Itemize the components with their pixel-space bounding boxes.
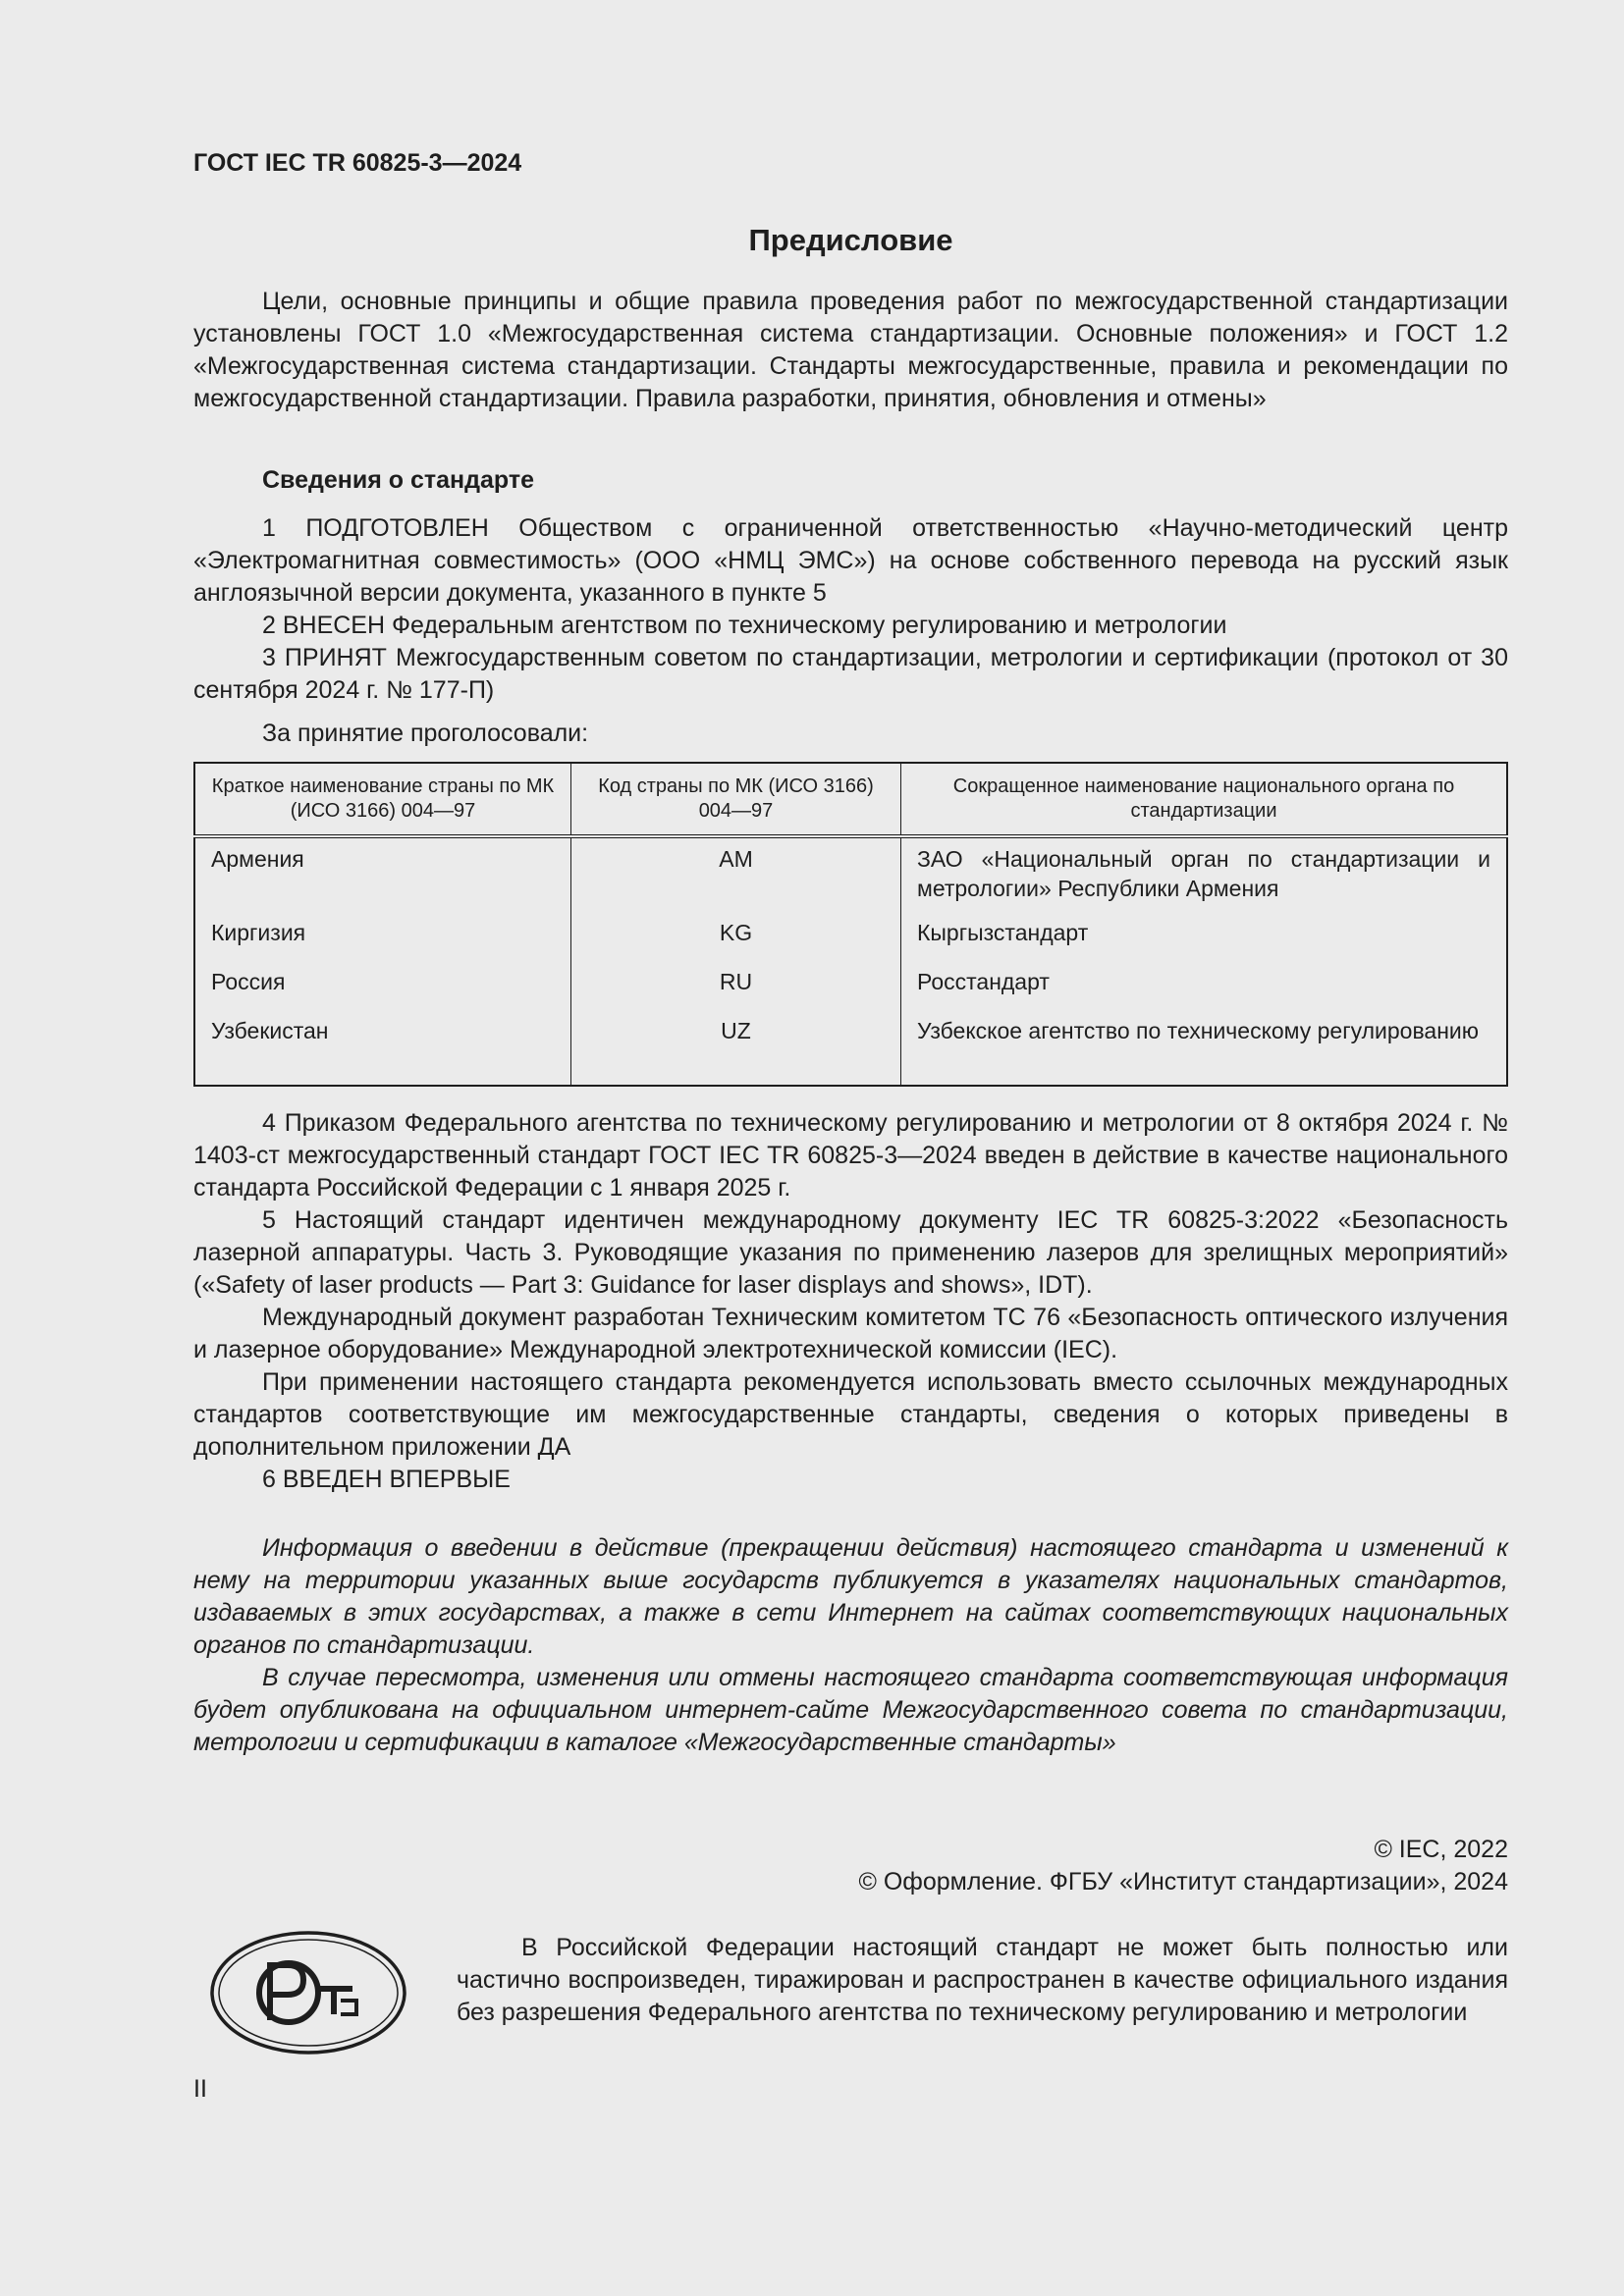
cell-body: Росстандарт — [917, 969, 1050, 994]
voted-label: За принятие проголосовали: — [262, 720, 589, 747]
items-1-3 — [193, 512, 1508, 707]
section-heading: Сведения о стандарте — [262, 466, 535, 494]
item-5: 5 Настоящий стандарт идентичен международному документу IEC TR 60825-3:2022 «Безопасность лазерной аппаратуры. Часть 3. Руководящие указания по применению лазеров для зрелищных мероприятий» («Safety of laser products — Part 3: Guidance for laser displays and shows», IDT). — [193, 1206, 1508, 1299]
cell-body: Узбекское агентство по техническому регулированию — [917, 1018, 1480, 1043]
intro-paragraph: Цели, основные принципы и общие правила проведения работ по межгосударственной стандартизации установлены ГОСТ 1.0 «Межгосударственная система стандартизации. Основные положения» и ГОСТ 1.2 «Межгосударственная система стандартизации. Стандарты межгосударственные, правила и рекомендации по межгосударственной стандартизации. Правила разработки, принятия, обновления и отмены» — [193, 288, 1508, 412]
cell-country: Армения — [194, 836, 571, 918]
voters-table — [193, 762, 1508, 1087]
info-paragraph-2: В случае пересмотра, изменения или отмены настоящего стандарта соответствующая информация будет опубликована на официальном интернет-сайте Межгосударственного совета по стандартизации, метрологии и сертификации в каталоге «Межгосударственные стандарты» — [193, 1664, 1508, 1756]
page-number: II — [193, 2075, 207, 2103]
legal-notice — [457, 1932, 1508, 2029]
copyright-design: © Оформление. ФГБУ «Институт стандартизации», 2024 — [858, 1868, 1508, 1896]
copyright-iec: © IEC, 2022 — [1374, 1836, 1508, 1863]
cell-body: ЗАО «Национальный орган по стандартизации и метрологии» Республики Армения — [917, 846, 1490, 901]
section-heading-block — [193, 464, 1508, 497]
table-row — [194, 1016, 1507, 1086]
column-header-code: Код страны по МК (ИСО 3166) 004—97 — [571, 763, 901, 836]
item-4: 4 Приказом Федерального агентства по техническому регулированию и метрологии от 8 октября 2024 г. № 1403-ст межгосударственный стандарт ГОСТ IEC TR 60825-3—2024 введен в действие в качестве национального стандарта Российской Федерации с 1 января 2025 г. — [193, 1109, 1508, 1201]
column-header-country: Краткое наименование страны по МК (ИСО 3166) 004—97 — [194, 763, 571, 836]
table-header-row — [194, 763, 1507, 836]
item-6: 6 ВВЕДЕН ВПЕРВЫЕ — [262, 1466, 511, 1493]
rst-certification-logo — [209, 1930, 407, 2064]
intro-block — [193, 286, 1508, 415]
cell-code: AM — [571, 836, 901, 918]
cell-country: Узбекистан — [194, 1016, 571, 1086]
item-2: 2 ВНЕСЕН Федеральным агентством по техническому регулированию и метрологии — [262, 612, 1227, 639]
column-header-body: Сокращенное наименование национального органа по стандартизации — [901, 763, 1508, 836]
cell-code: UZ — [571, 1016, 901, 1086]
item-5-paragraph-3: При применении настоящего стандарта рекомендуется использовать вместо ссылочных международных стандартов соответствующие им межгосударственные стандарты, сведения о которых приведены в дополнительном приложении ДА — [193, 1368, 1508, 1461]
items-4-6 — [193, 1107, 1508, 1496]
cell-country: Россия — [194, 967, 571, 1016]
table-row — [194, 967, 1507, 1016]
legal-paragraph: В Российской Федерации настоящий стандарт не может быть полностью или частично воспроизведен, тиражирован и распространен в качестве официального издания без разрешения Федерального агентства по техническому регулированию и метрологии — [457, 1934, 1508, 2026]
info-block — [193, 1532, 1508, 1759]
table-row — [194, 918, 1507, 967]
info-paragraph-1: Информация о введении в действие (прекращении действия) настоящего стандарта и изменений к нему на территории указанных выше государств публикуется в указателях национальных стандартов, издаваемых в этих государствах, а также в сети Интернет на сайтах соответствующих национальных органов по стандартизации. — [193, 1534, 1508, 1659]
cell-body: Кыргызстандарт — [917, 920, 1089, 945]
cell-code: RU — [571, 967, 901, 1016]
item-1: 1 ПОДГОТОВЛЕН Обществом с ограниченной ответственностью «Научно-методический центр «Электромагнитная совместимость» (ООО «НМЦ ЭМС») на основе собственного перевода на русский язык англоязычной версии документа, указанного в пункте 5 — [193, 514, 1508, 607]
item-5-paragraph-2: Международный документ разработан Техническим комитетом ТС 76 «Безопасность оптического излучения и лазерное оборудование» Международной электротехнической комиссии (IEC). — [193, 1304, 1508, 1363]
table-row — [194, 836, 1507, 918]
document-header: ГОСТ IEC TR 60825-3—2024 — [193, 149, 522, 177]
page-title: Предисловие — [748, 223, 953, 257]
item-3: 3 ПРИНЯТ Межгосударственным советом по стандартизации, метрологии и сертификации (протокол от 30 сентября 2024 г. № 177-П) — [193, 644, 1508, 704]
cell-code: KG — [571, 918, 901, 967]
copyright-block — [193, 1834, 1508, 1898]
voted-label-block — [193, 718, 1508, 750]
cell-country: Киргизия — [194, 918, 571, 967]
